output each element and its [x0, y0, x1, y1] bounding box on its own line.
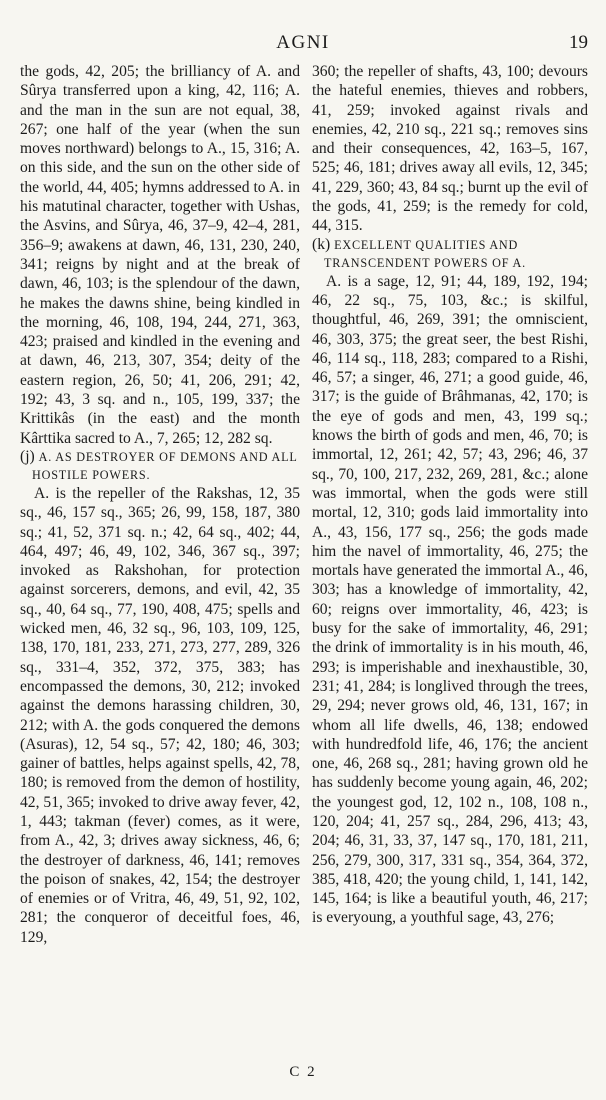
right-column	[312, 62, 588, 928]
index-paragraph: the gods, 42, 205; the brilliancy of A. and Sûrya transferred upon a king, 42, 116; A. and the man in the sun are not equal, 38, 267; one half of the year (when the sun moves northward) belongs to A., 15, 316; A. on this side, and the sun on the other side of the world, 44, 405; hymns addressed to A. in his matutinal character, together with Ushas, the Asvins, and Sûrya, 46, 37–9, 42–4, 281, 356–9; awakens at dawn, 46, 131, 230, 240, 341; reigns by night and at the break of dawn, 46, 103; is the splendour of the dawn, he makes the dawns shine, being kindled in the morning, 46, 108, 194, 244, 271, 363, 423; praised and kindled in the evening and at dawn, 46, 213, 307, 354; deity of the eastern region, 26, 50; 41, 206, 291; 42, 192; 43, 3 sq. and n., 105, 199, 337; the Krittikâs (in the east) and the month Kârttika sacred to A., 7, 265; 12, 282 sq.	[20, 63, 300, 447]
index-paragraph: A. is the repeller of the Rakshas, 12, 35 sq., 46, 157 sq., 365; 26, 99, 158, 187, 380 sq.; 41, 52, 371 sq. n.; 42, 64 sq., 402; 44, 464, 497; 46, 49, 102, 346, 367 sq., 397; invoked as Rakshohan, for protection against sorcerers, demons, and evil, 42, 35 sq., 40, 64 sq., 77, 190, 408, 475; spells and wicked men, 46, 32 sq., 96, 103, 109, 125, 138, 170, 181, 233, 271, 273, 277, 289, 326 sq., 331–4, 352, 372, 375, 383; has encompassed the demons, 30, 212; invoked against the demons harassing children, 30, 212; with A. the gods conquered the demons (Asuras), 12, 54 sq., 57; 42, 180; 46, 303; gainer of battles, helps against spells, 42, 78, 180; is removed from the demon of hostility, 42, 51, 365; invoked to drive away fever, 42, 1, 443; takman (fever) comes, as it were, from A., 42, 3; drives away sickness, 46, 6; the destroyer of darkness, 46, 141; removes the poison of snakes, 42, 154; the destroyer of enemies or of Vritra, 46, 49, 51, 92, 102, 281; the conqueror of deceitful foes, 46, 129,	[20, 484, 300, 946]
running-header	[0, 30, 606, 56]
index-paragraph: A. is a sage, 12, 91; 44, 189, 192, 194; 46, 22 sq., 75, 103, &c.; is skilful, thoughtful, 46, 269, 391; the omniscient, 46, 303, 375; the great seer, the best Rishi, 46, 114 sq., 118, 283; compared to a Rishi, 46, 57; a singer, 46, 271; a good guide, 46, 317; is the guide of Brâhmanas, 42, 170; is the eye of gods and men, 43, 199 sq.; knows the birth of gods and men, 46, 70; is immortal, 12, 261; 42, 57; 43, 296; 46, 37 sq., 70, 100, 217, 232, 269, 281, &c.; alone was immortal, when the gods were still mortal, 12, 310; gods laid immortality into A., 43, 156, 177 sq., 256; the gods made him the navel of immortality, 46, 275; the mortals have generated the immortal A., 46, 303; has a knowledge of immortality, 42, 60; reigns over immortality, 46, 423; is busy for the sake of immortality, 46, 291; the drink of immortality is in his mouth, 46, 293; is imperishable and inexhaustible, 30, 231; 41, 284; is longlived through the trees, 29, 294; never grows old, 46, 131, 167; in whom all life dwells, 46, 138; endowed with hundredfold life, 46, 176; the ancient one, 46, 268 sq., 281; having grown old he has suddenly become young again, 46, 202; the youngest god, 12, 102 n., 108, 108 n., 120, 204; 41, 257 sq., 284, 296, 413; 43, 204; 46, 31, 33, 37, 147 sq., 170, 181, 211, 256, 279, 300, 317, 331 sq., 354, 364, 372, 385, 418, 420; the young child, 1, 141, 142, 145, 164; is like a beautiful youth, 46, 217; is everyoung, a youthful sage, 43, 276;	[312, 272, 588, 927]
index-paragraph: 360; the repeller of shafts, 43, 100; devours the hateful enemies, thieves and robbers, 41, 259; invoked against rivals and enemies, 42, 210 sq., 221 sq.; removes sins and their consequences, 42, 163–5, 167, 525; 46, 181; drives away all evils, 12, 345; 41, 229, 360; 43, 84 sq.; burnt up the evil of the gods, 41, 259; is the remedy for cold, 44, 315.	[312, 63, 588, 235]
page-number: 19	[569, 32, 588, 53]
section-heading-k	[312, 236, 588, 272]
section-marker: (j)	[20, 447, 35, 465]
left-column	[20, 62, 300, 947]
section-title: A. AS DESTROYER OF DEMONS AND ALL HOSTILE POWERS.	[32, 449, 298, 482]
signature-mark: C 2	[289, 1064, 317, 1080]
section-title: EXCELLENT QUALITIES AND TRANSCENDENT POWERS OF A.	[324, 237, 526, 270]
section-heading-j	[20, 448, 300, 484]
section-marker: (k)	[312, 235, 331, 253]
page-title: AGNI	[276, 32, 330, 53]
